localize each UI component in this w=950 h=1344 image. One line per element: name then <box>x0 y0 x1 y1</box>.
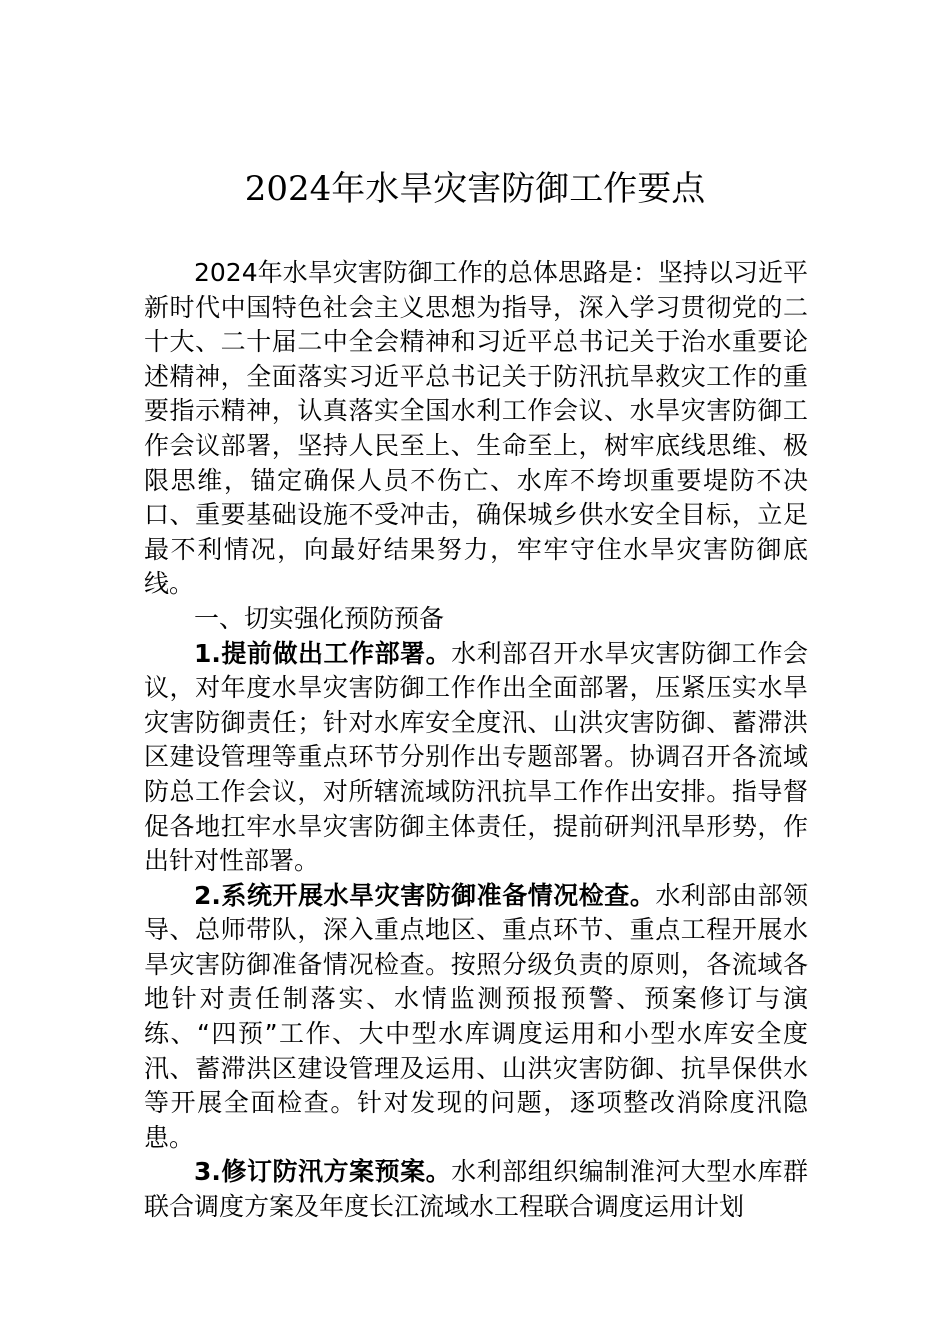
item-text-1: 水利部召开水旱灾害防御工作会议，对年度水旱灾害防御工作作出全面部署，压紧压实水旱灾害防御责任；针对水库安全度汛、山洪灾害防御、蓄滞洪区建设管理等重点环节分别作出专题部署。协调召开各流域防总工作会议，对所辖流域防汛抗旱工作作出安排。指导督促各地扛牢水旱灾害防御主体责任，提前研判汛旱形势，作出针对性部署。 <box>144 638 808 876</box>
item-paragraph-1 <box>144 637 808 879</box>
item-text-3: 水利部组织编制淮河大型水库群联合调度方案及年度长江流域水工程联合调度运用计划 <box>144 1157 808 1222</box>
document-body <box>144 256 808 1225</box>
page-title: 2024年水旱灾害防御工作要点 <box>244 169 706 209</box>
item-text-2: 水利部由部领导、总师带队，深入重点地区、重点环节、重点工程开展水旱灾害防御准备情况检查。按照分级负责的原则，各流域各地针对责任制落实、水情监测预报预警、预案修订与演练、“四预”工作、大中型水库调度运用和小型水库安全度汛、蓄滞洪区建设管理及运用、山洪灾害防御、抗旱保供水等开展全面检查。针对发现的问题，逐项整改消除度汛隐患。 <box>144 880 808 1152</box>
item-paragraph-3 <box>144 1155 808 1224</box>
item-lead-3: 3.修订防汛方案预案。 <box>194 1157 452 1187</box>
section-heading: 一、切实强化预防预备 <box>194 603 445 633</box>
item-lead-2: 2.系统开展水旱灾害防御准备情况检查。 <box>194 880 656 910</box>
item-lead-1: 1.提前做出工作部署。 <box>194 638 452 668</box>
intro-paragraph: 2024年水旱灾害防御工作的总体思路是：坚持以习近平新时代中国特色社会主义思想为指导，深入学习贯彻党的二十大、二十届二中全会精神和习近平总书记关于治水重要论述精神，全面落实习近平总书记关于防汛抗旱救灾工作的重要指示精神，认真落实全国水利工作会议、水旱灾害防御工作会议部署，坚持人民至上、生命至上，树牢底线思维、极限思维，锚定确保人员不伤亡、水库不垮坝重要堤防不决口、重要基础设施不受冲击，确保城乡供水安全目标，立足最不利情况，向最好结果努力，牢牢守住水旱灾害防御底线。 <box>144 258 808 599</box>
item-paragraph-2 <box>144 879 808 1156</box>
